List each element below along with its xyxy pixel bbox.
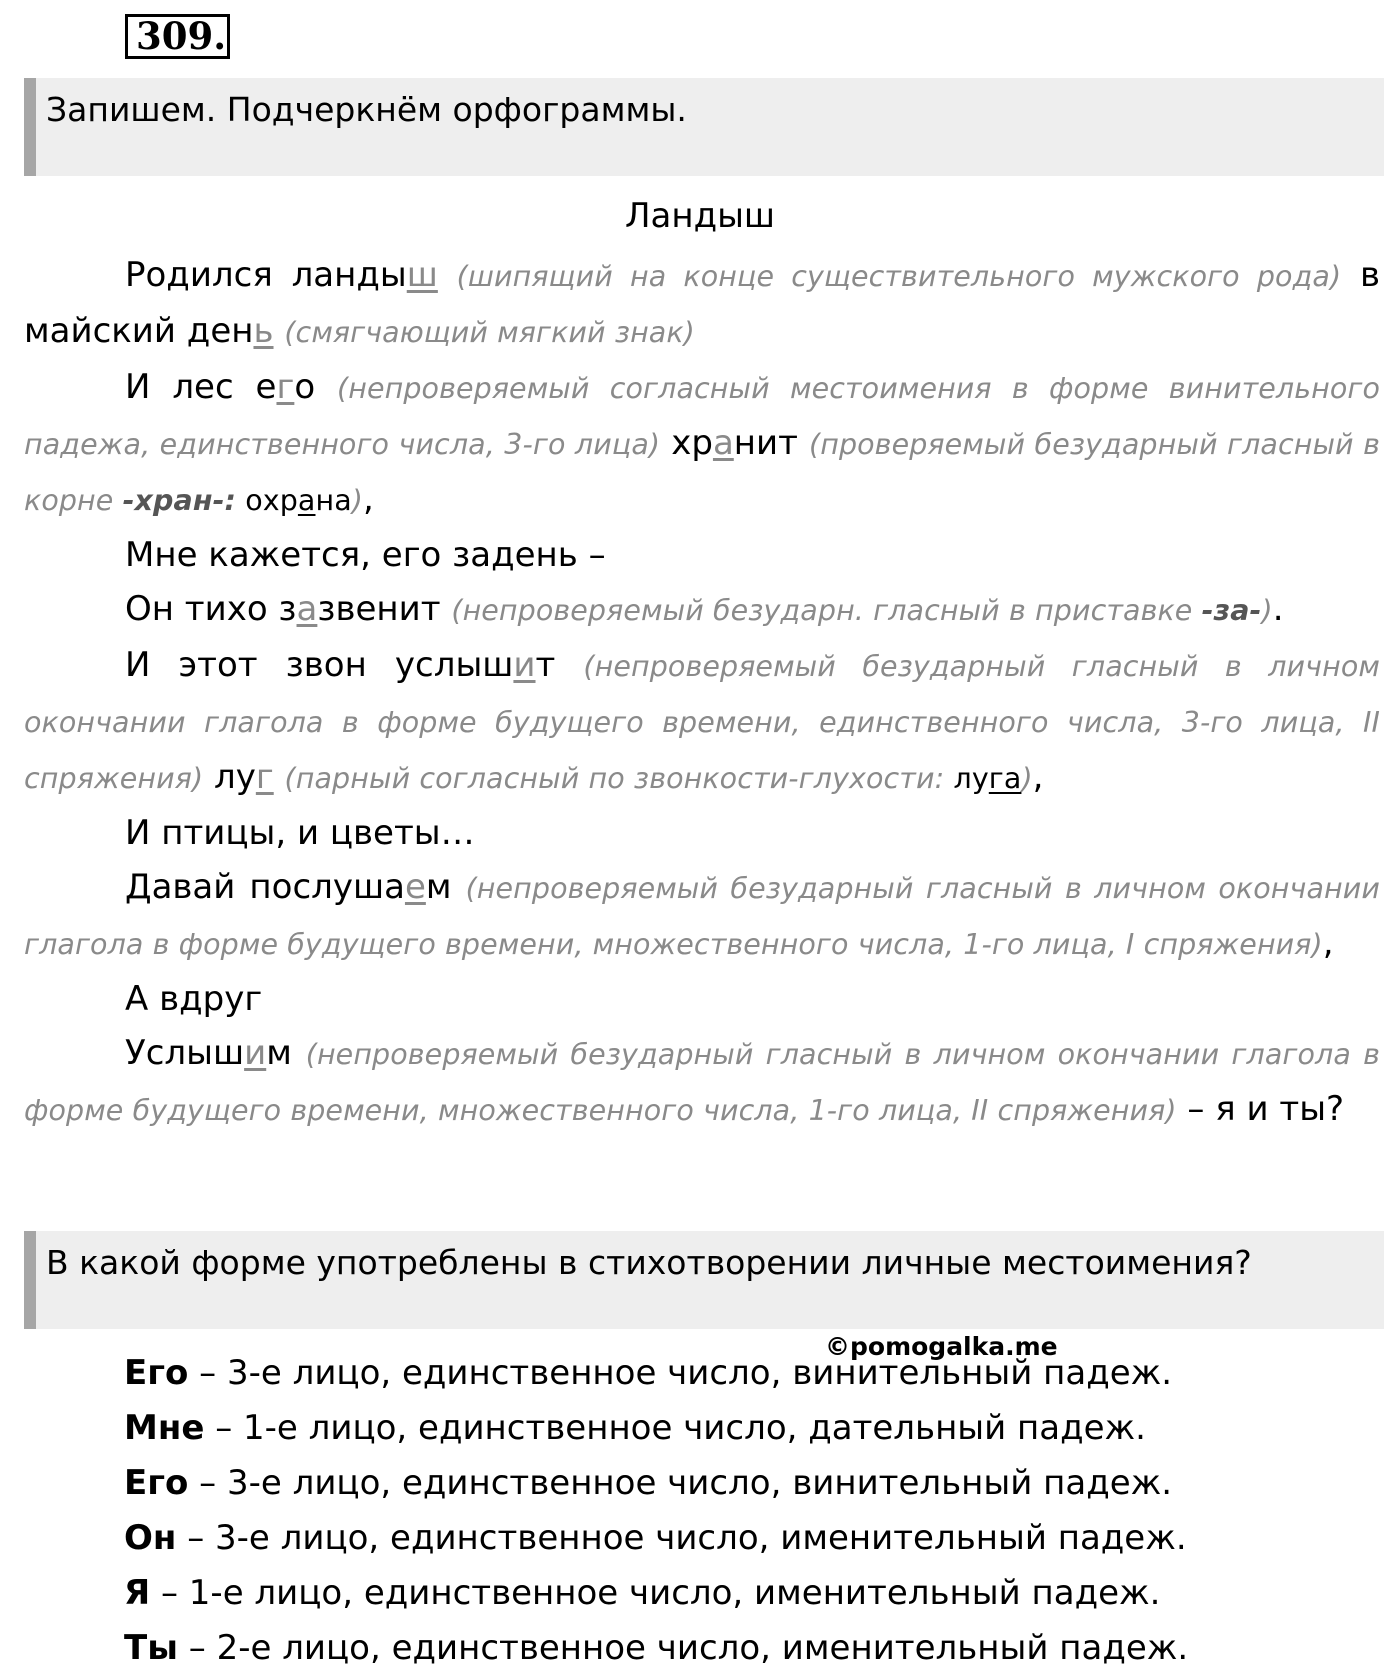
answer-line: Я – 1-е лицо, единственное число, именительный падеж. [124,1573,1161,1613]
orthogram-note: (непроверяемый безударн. гласный в приставке -за-) [451,594,1273,627]
orthogram: и [513,645,536,685]
answer-line: Мне – 1-е лицо, единственное число, дательный падеж. [124,1408,1146,1448]
orthogram-note: (шипящий на конце существительного мужского рода) [456,260,1342,293]
orthogram: ь [253,311,274,351]
answer-line: Ты – 2-е лицо, единственное число, именительный падеж. [124,1628,1189,1668]
orthogram: и [244,1033,267,1073]
poem-line: Мне кажется, его задень – [125,535,606,575]
watermark: ©pomogalka.me [825,1332,1058,1361]
poem-line: И птицы, и цветы… [125,813,475,853]
orthogram-note: (непроверяемый согласный местоимения в форме винительного падежа, единственного числа, 3-го лица) [24,372,1381,461]
poem-line: И лес его (непроверяемый согласный местоимения в форме винительного падежа, единственного числа, 3-го лица) хранит (проверяемый безударный гласный в корне -хран-: охрана), [24,367,1381,519]
task-instruction: Запишем. Подчеркнём орфограммы. [24,78,1384,176]
poem-line: А вдруг [125,979,263,1019]
orthogram-note: (проверяемый безударный гласный в корне -хран-: охрана) [24,428,1380,517]
poem-line: Давай послушаем (непроверяемый безударный гласный в личном окончании глагола в форме будущего времени, множественного числа, 1-го лица, I спряжения), [24,867,1380,963]
poem-line: Родился ландыш (шипящий на конце существительного мужского рода) в майский день (смягчающий мягкий знак) [24,255,1380,351]
exercise-number: 309. [125,14,230,59]
orthogram-note: (непроверяемый безударный гласный в личном окончании глагола в форме будущего времени, множественного числа, 1-го лица, II спряжения) [24,1038,1380,1127]
orthogram: а [712,423,734,463]
poem-title: Ландыш [624,196,776,236]
answer-line: Его – 3-е лицо, единственное число, винительный падеж. [124,1463,1173,1503]
orthogram: г [255,757,274,797]
orthogram: ш [406,255,438,295]
poem-body [24,248,1380,1138]
task-question: В какой форме употреблены в стихотворении личные местоимения? [24,1231,1384,1329]
orthogram-note: (смягчающий мягкий знак) [284,316,695,349]
orthogram-note: (непроверяемый безударный гласный в личном окончании глагола в форме будущего времени, множественного числа, 1-го лица, I спряжения) [24,872,1380,961]
poem-line: И этот звон услышит (непроверяемый безударный гласный в личном окончании глагола в форме будущего времени, единственного числа, 3-го лица, II спряжения) луг (парный согласный по звонкости-глухости: луга), [24,645,1380,797]
orthogram-note: (парный согласный по звонкости-глухости: луга) [284,762,1033,795]
answers-list [124,1346,1188,1676]
orthogram-note: (непроверяемый безударный гласный в личном окончании глагола в форме будущего времени, единственного числа, 3-го лица, II спряжения) [24,650,1380,795]
orthogram: а [296,589,318,629]
answer-line: Его – 3-е лицо, единственное число, винительный падеж. [124,1353,1173,1393]
poem-line: Услышим (непроверяемый безударный гласный в личном окончании глагола в форме будущего времени, множественного числа, 1-го лица, II спряжения) – я и ты? [24,1033,1380,1129]
orthogram: г [276,367,295,407]
poem-line: Он тихо зазвенит (непроверяемый безударн. гласный в приставке -за-). [125,589,1284,629]
answer-line: Он – 3-е лицо, единственное число, именительный падеж. [124,1518,1187,1558]
orthogram: е [404,867,426,907]
